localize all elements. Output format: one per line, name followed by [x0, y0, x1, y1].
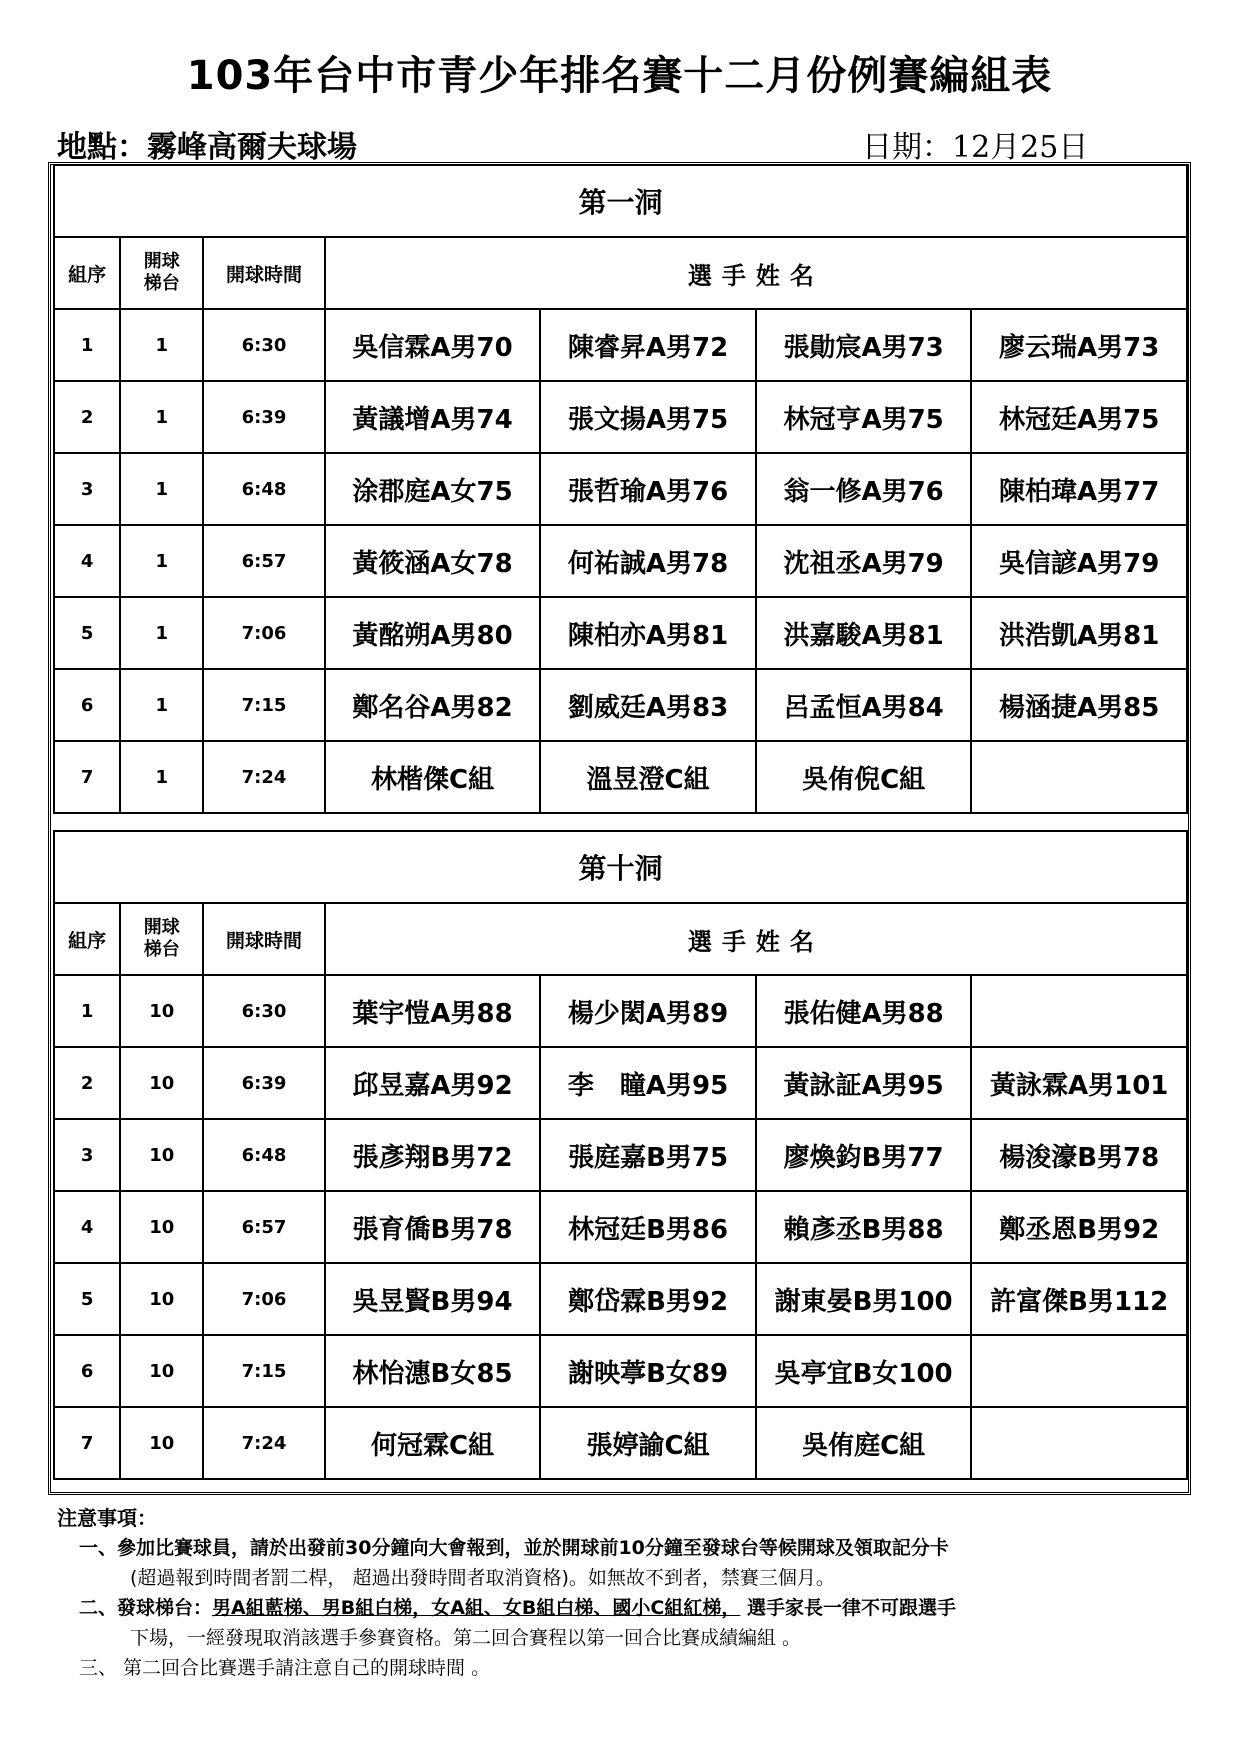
table-row	[54, 453, 1187, 525]
header-tee	[120, 903, 203, 975]
player-name: 沈祖丞A男79	[756, 525, 972, 597]
tee-number: 1	[120, 525, 203, 597]
table-row	[54, 741, 1187, 813]
note-2-line-2: 下場，一經發現取消該選手參賽資格。第二回合賽程以第一回合比賽成績編組 。	[130, 1627, 802, 1649]
player-name: 黃詠証A男95	[756, 1047, 972, 1119]
player-name: 呂孟恒A男84	[756, 669, 972, 741]
player-name: 何冠霖C組	[325, 1407, 541, 1479]
note-2-line-1	[57, 1593, 1197, 1623]
header-tee-line-1: 開球	[143, 917, 180, 938]
player-name: 楊少閎A男89	[540, 975, 756, 1047]
tee-time: 6:39	[203, 1047, 325, 1119]
player-name: 張佑健A男88	[756, 975, 972, 1047]
player-name: 張庭嘉B男75	[540, 1119, 756, 1191]
tee-time: 7:15	[203, 669, 325, 741]
group-number: 7	[54, 741, 120, 813]
player-name: 賴彥丞B男88	[756, 1191, 972, 1263]
group-number: 5	[54, 597, 120, 669]
header-tee-line-1: 開球	[143, 251, 180, 272]
hole-1-body	[54, 165, 1187, 813]
venue-label: 地點：霧峰高爾夫球場	[57, 130, 357, 165]
player-name: 李 瞳A男95	[540, 1047, 756, 1119]
player-name: 楊涵捷A男85	[971, 669, 1187, 741]
tee-number: 10	[120, 1407, 203, 1479]
group-number: 2	[54, 1047, 120, 1119]
hole-title: 第十洞	[54, 831, 1187, 903]
group-number: 4	[54, 1191, 120, 1263]
tee-time: 6:30	[203, 975, 325, 1047]
player-name: 林冠廷A男75	[971, 381, 1187, 453]
player-name: 吳信霖A男70	[325, 309, 541, 381]
table-row	[54, 1047, 1187, 1119]
player-name: 黃酩朔A男80	[325, 597, 541, 669]
tee-time: 7:24	[203, 1407, 325, 1479]
tee-number: 10	[120, 975, 203, 1047]
header-time: 開球時間	[203, 237, 325, 309]
player-name: 張育僑B男78	[325, 1191, 541, 1263]
table-row	[54, 1119, 1187, 1191]
player-name: 吳昱賢B男94	[325, 1263, 541, 1335]
player-name: 翁一修A男76	[756, 453, 972, 525]
player-name: 鄭名谷A男82	[325, 669, 541, 741]
tee-number: 1	[120, 309, 203, 381]
table-row	[54, 975, 1187, 1047]
player-name: 邱昱嘉A男92	[325, 1047, 541, 1119]
header-tee-line-2: 梯台	[143, 273, 180, 294]
player-name: 陳柏亦A男81	[540, 597, 756, 669]
player-name: 謝東晏B男100	[756, 1263, 972, 1335]
tee-time: 6:30	[203, 309, 325, 381]
table-row	[54, 1263, 1187, 1335]
player-name: 黃筱涵A女78	[325, 525, 541, 597]
player-name: 何祐誠A男78	[540, 525, 756, 597]
player-name: 黃詠霖A男101	[971, 1047, 1187, 1119]
group-number: 1	[54, 975, 120, 1047]
player-name: 吳亭宜B女100	[756, 1335, 972, 1407]
group-number: 6	[54, 1335, 120, 1407]
tee-number: 1	[120, 381, 203, 453]
header-group: 組序	[54, 237, 120, 309]
group-number: 3	[54, 453, 120, 525]
player-name: 廖云瑞A男73	[971, 309, 1187, 381]
group-number: 1	[54, 309, 120, 381]
date-label: 日期：12月25日	[862, 130, 1089, 165]
notes-section	[57, 1503, 1197, 1683]
tee-number: 1	[120, 741, 203, 813]
table-row	[54, 1407, 1187, 1479]
header-player-names: 選手姓名	[325, 237, 1187, 309]
table-row	[54, 597, 1187, 669]
player-name: 張勛宸A男73	[756, 309, 972, 381]
group-number: 3	[54, 1119, 120, 1191]
tee-time: 6:48	[203, 453, 325, 525]
group-number: 6	[54, 669, 120, 741]
player-name: 陳柏瑋A男77	[971, 453, 1187, 525]
group-number: 5	[54, 1263, 120, 1335]
player-name: 吳侑倪C組	[756, 741, 972, 813]
header-tee	[120, 237, 203, 309]
note-1-line-1: 一、參加比賽球員，請於出發前30分鐘向大會報到，並於開球前10分鐘至發球台等候開球及領取記分卡	[79, 1537, 949, 1559]
player-name: 林怡潓B女85	[325, 1335, 541, 1407]
header-tee-line-2: 梯台	[143, 939, 180, 960]
tee-number: 1	[120, 597, 203, 669]
tee-number: 10	[120, 1047, 203, 1119]
player-name: 吳信諺A男79	[971, 525, 1187, 597]
tee-time: 6:57	[203, 1191, 325, 1263]
tee-number: 10	[120, 1119, 203, 1191]
table-row	[54, 381, 1187, 453]
table-row	[54, 309, 1187, 381]
tee-time: 6:48	[203, 1119, 325, 1191]
page-title: 103年台中市青少年排名賽十二月份例賽編組表	[186, 53, 1053, 99]
player-name: 林冠亨A男75	[756, 381, 972, 453]
hole-1-table	[53, 164, 1188, 814]
player-name: 張婷諭C組	[540, 1407, 756, 1479]
hole-title: 第一洞	[54, 165, 1187, 237]
player-name: 楊浚濠B男78	[971, 1119, 1187, 1191]
note-3: 三、 第二回合比賽選手請注意自己的開球時間 。	[79, 1657, 491, 1679]
hole-10-table	[53, 830, 1188, 1480]
tee-number: 10	[120, 1335, 203, 1407]
player-name: 陳睿昇A男72	[540, 309, 756, 381]
tee-number: 1	[120, 453, 203, 525]
player-name: 鄭岱霖B男92	[540, 1263, 756, 1335]
player-name	[971, 975, 1187, 1047]
note-2-suffix: 選手家長一律不可跟選手	[740, 1597, 956, 1619]
group-number: 4	[54, 525, 120, 597]
player-name: 林冠廷B男86	[540, 1191, 756, 1263]
player-name: 許富傑B男112	[971, 1263, 1187, 1335]
header-player-names: 選手姓名	[325, 903, 1187, 975]
player-name: 廖煥鈞B男77	[756, 1119, 972, 1191]
player-name	[971, 741, 1187, 813]
table-row	[54, 669, 1187, 741]
group-number: 7	[54, 1407, 120, 1479]
tee-number: 10	[120, 1191, 203, 1263]
tee-number: 1	[120, 669, 203, 741]
tee-time: 7:06	[203, 1263, 325, 1335]
note-1-line-2: (超過報到時間者罰二桿， 超過出發時間者取消資格)。如無故不到者，禁賽三個月。	[130, 1567, 835, 1589]
player-name: 吳侑庭C組	[756, 1407, 972, 1479]
player-name: 葉宇愷A男88	[325, 975, 541, 1047]
player-name: 謝映葶B女89	[540, 1335, 756, 1407]
player-name: 張彥翔B男72	[325, 1119, 541, 1191]
player-name: 洪嘉駿A男81	[756, 597, 972, 669]
player-name: 張文揚A男75	[540, 381, 756, 453]
tee-number: 10	[120, 1263, 203, 1335]
hole-10-body	[54, 831, 1187, 1479]
notes-heading: 注意事項：	[57, 1506, 157, 1530]
player-name	[971, 1335, 1187, 1407]
tee-time: 6:39	[203, 381, 325, 453]
note-2-tee-colors: 男A組藍梯、男B組白梯，女A組、女B組白梯、國小C組紅梯，	[212, 1597, 741, 1619]
player-name: 張哲瑜A男76	[540, 453, 756, 525]
header-time: 開球時間	[203, 903, 325, 975]
player-name: 溫昱澄C組	[540, 741, 756, 813]
table-row	[54, 525, 1187, 597]
tee-time: 6:57	[203, 525, 325, 597]
tee-time: 7:15	[203, 1335, 325, 1407]
player-name: 涂郡庭A女75	[325, 453, 541, 525]
tee-time: 7:06	[203, 597, 325, 669]
header-group: 組序	[54, 903, 120, 975]
player-name: 林楷傑C組	[325, 741, 541, 813]
tee-time: 7:24	[203, 741, 325, 813]
table-row	[54, 1335, 1187, 1407]
player-name: 黃議增A男74	[325, 381, 541, 453]
player-name: 劉威廷A男83	[540, 669, 756, 741]
note-2-prefix: 二、發球梯台：	[79, 1597, 213, 1619]
player-name	[971, 1407, 1187, 1479]
group-number: 2	[54, 381, 120, 453]
player-name: 洪浩凱A男81	[971, 597, 1187, 669]
player-name: 鄭丞恩B男92	[971, 1191, 1187, 1263]
table-row	[54, 1191, 1187, 1263]
